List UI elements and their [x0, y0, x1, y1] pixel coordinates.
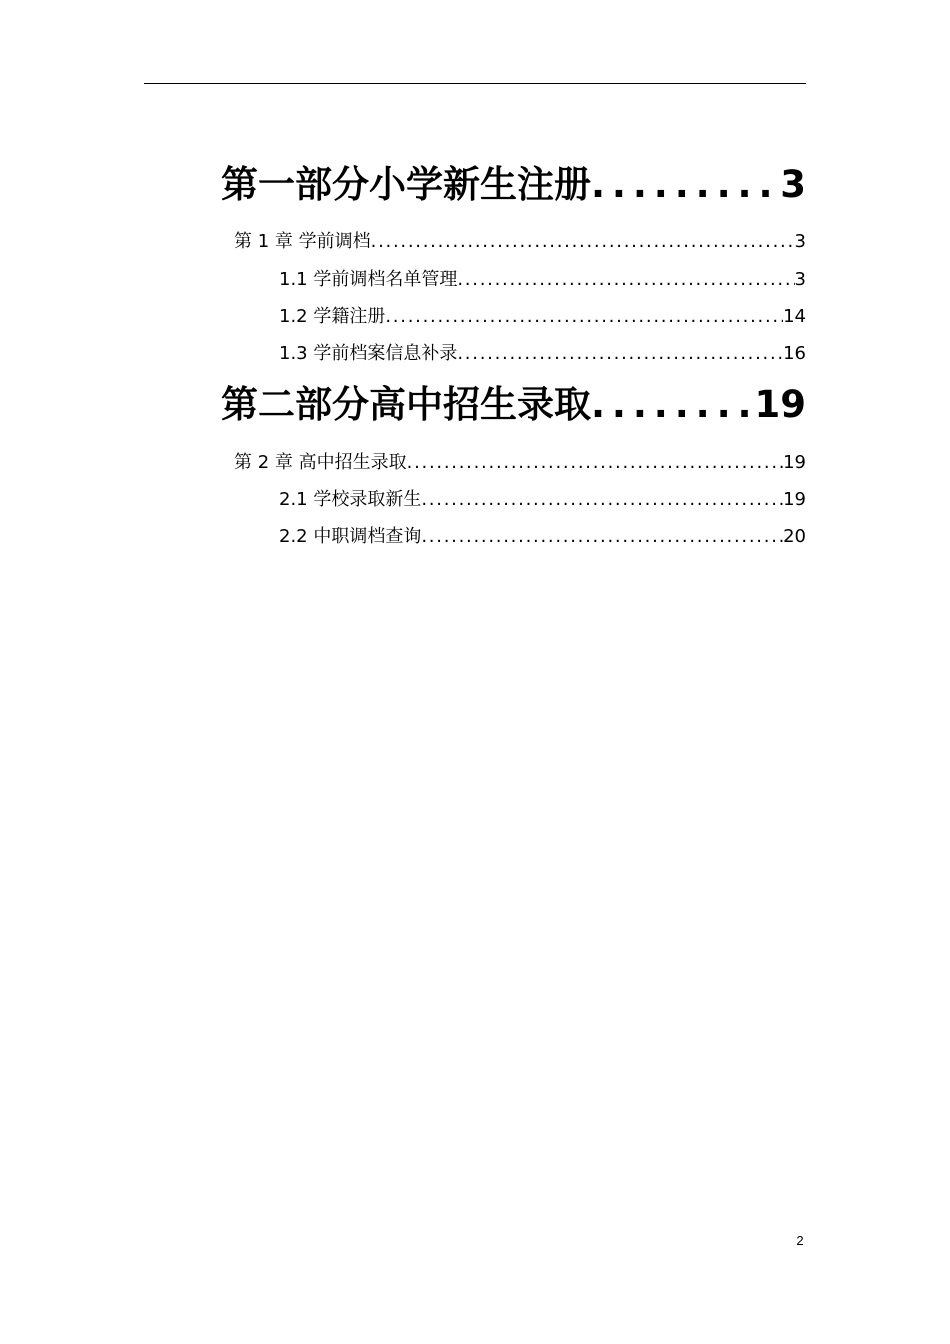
toc-entry-label: 第二部分高中招生录取 [221, 383, 591, 426]
toc-part-2[interactable] [221, 380, 806, 430]
toc-page-number: 20 [783, 526, 806, 547]
toc-page-number: 14 [783, 306, 806, 327]
toc-page-number: 19 [754, 383, 806, 426]
toc-dot-leader [421, 524, 783, 550]
toc-chapter-1[interactable] [234, 229, 806, 255]
toc-entry-label: 第 1 章 学前调档 [234, 231, 371, 252]
toc-dot-leader [591, 160, 780, 210]
toc-page-number: 19 [783, 489, 806, 510]
toc-entry-label: 2.2 中职调档查询 [279, 526, 422, 547]
toc-page-number: 3 [780, 163, 806, 206]
toc-section-2-1[interactable] [279, 487, 806, 513]
toc-page-number: 3 [794, 269, 806, 290]
toc-page-number: 19 [783, 452, 806, 473]
toc-dot-leader [407, 450, 783, 476]
toc-part-1[interactable] [221, 160, 806, 210]
footer-page-number: 2 [796, 1233, 804, 1248]
toc-entry-label: 1.3 学前档案信息补录 [279, 343, 458, 364]
toc-section-1-1[interactable] [279, 267, 806, 293]
toc-dot-leader [591, 380, 755, 430]
toc-page-number: 16 [783, 343, 806, 364]
toc-chapter-2[interactable] [234, 450, 806, 476]
toc-dot-leader [457, 341, 783, 367]
toc-page-number: 3 [794, 231, 806, 252]
toc-section-1-3[interactable] [279, 341, 806, 367]
toc-dot-leader [457, 267, 794, 293]
toc-dot-leader [421, 487, 783, 513]
toc-entry-label: 1.1 学前调档名单管理 [279, 269, 458, 290]
toc-entry-label: 第一部分小学新生注册 [221, 163, 591, 206]
toc-section-1-2[interactable] [279, 304, 806, 330]
toc-dot-leader [385, 304, 783, 330]
toc-entry-label: 1.2 学籍注册 [279, 306, 386, 327]
toc-dot-leader [371, 229, 795, 255]
toc-entry-label: 2.1 学校录取新生 [279, 489, 422, 510]
toc-entry-label: 第 2 章 高中招生录取 [234, 452, 407, 473]
toc-section-2-2[interactable] [279, 524, 806, 550]
